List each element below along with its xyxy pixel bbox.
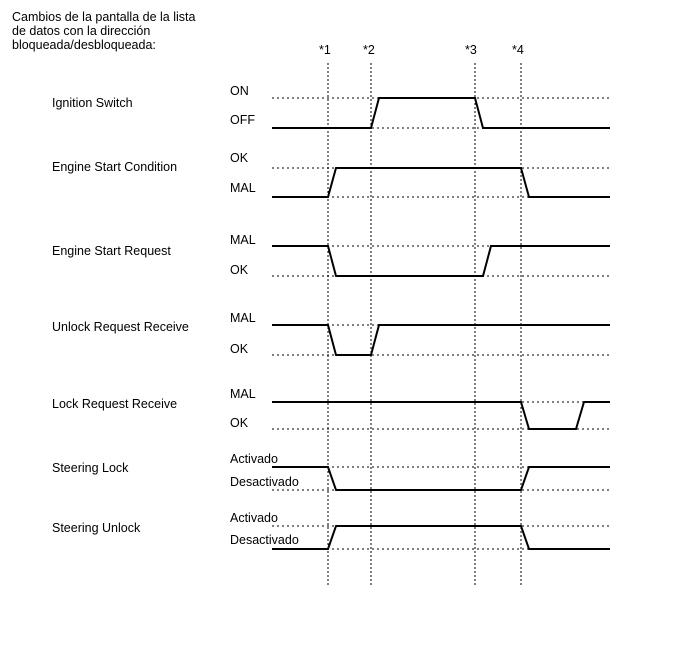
- state-label-lock-request-receive-upper: MAL: [230, 387, 256, 401]
- state-label-unlock-request-receive-lower: OK: [230, 342, 249, 356]
- signal-label-unlock-request-receive: Unlock Request Receive: [52, 320, 189, 334]
- diagram-geometry: [272, 63, 610, 587]
- marker-label-4: *4: [512, 43, 524, 57]
- signal-label-engine-start-request: Engine Start Request: [52, 244, 171, 258]
- waveform-steering-unlock: [272, 526, 610, 549]
- waveform-ignition-switch: [272, 98, 610, 128]
- waveform-steering-lock: [272, 467, 610, 490]
- marker-label-1: *1: [319, 43, 331, 57]
- waveform-lock-request-receive: [272, 402, 610, 429]
- state-label-engine-start-request-upper: MAL: [230, 233, 256, 247]
- caption-line-1: Cambios de la pantalla de la lista: [12, 10, 196, 24]
- state-label-steering-lock-lower: Desactivado: [230, 475, 299, 489]
- signal-label-steering-lock: Steering Lock: [52, 461, 129, 475]
- signal-label-engine-start-condition: Engine Start Condition: [52, 160, 178, 174]
- state-label-ignition-switch-lower: OFF: [230, 113, 255, 127]
- waveform-engine-start-condition: [272, 168, 610, 197]
- signal-label-lock-request-receive: Lock Request Receive: [52, 397, 178, 411]
- marker-label-3: *3: [465, 43, 477, 57]
- marker-label-2: *2: [363, 43, 375, 57]
- state-label-ignition-switch-upper: ON: [230, 84, 249, 98]
- waveform-engine-start-request: [272, 246, 610, 276]
- caption-line-3: bloqueada/desbloqueada:: [12, 38, 156, 52]
- state-label-unlock-request-receive-upper: MAL: [230, 311, 256, 325]
- state-label-steering-unlock-upper: Activado: [230, 511, 278, 525]
- waveform-unlock-request-receive: [272, 325, 610, 355]
- caption-line-2: de datos con la dirección: [12, 24, 151, 38]
- state-label-engine-start-request-lower: OK: [230, 263, 249, 277]
- state-label-lock-request-receive-lower: OK: [230, 416, 249, 430]
- state-label-engine-start-condition-upper: OK: [230, 151, 249, 165]
- signal-label-ignition-switch: Ignition Switch: [52, 96, 133, 110]
- state-label-steering-lock-upper: Activado: [230, 452, 278, 466]
- signal-label-steering-unlock: Steering Unlock: [52, 521, 141, 535]
- state-label-engine-start-condition-lower: MAL: [230, 181, 256, 195]
- state-label-steering-unlock-lower: Desactivado: [230, 533, 299, 547]
